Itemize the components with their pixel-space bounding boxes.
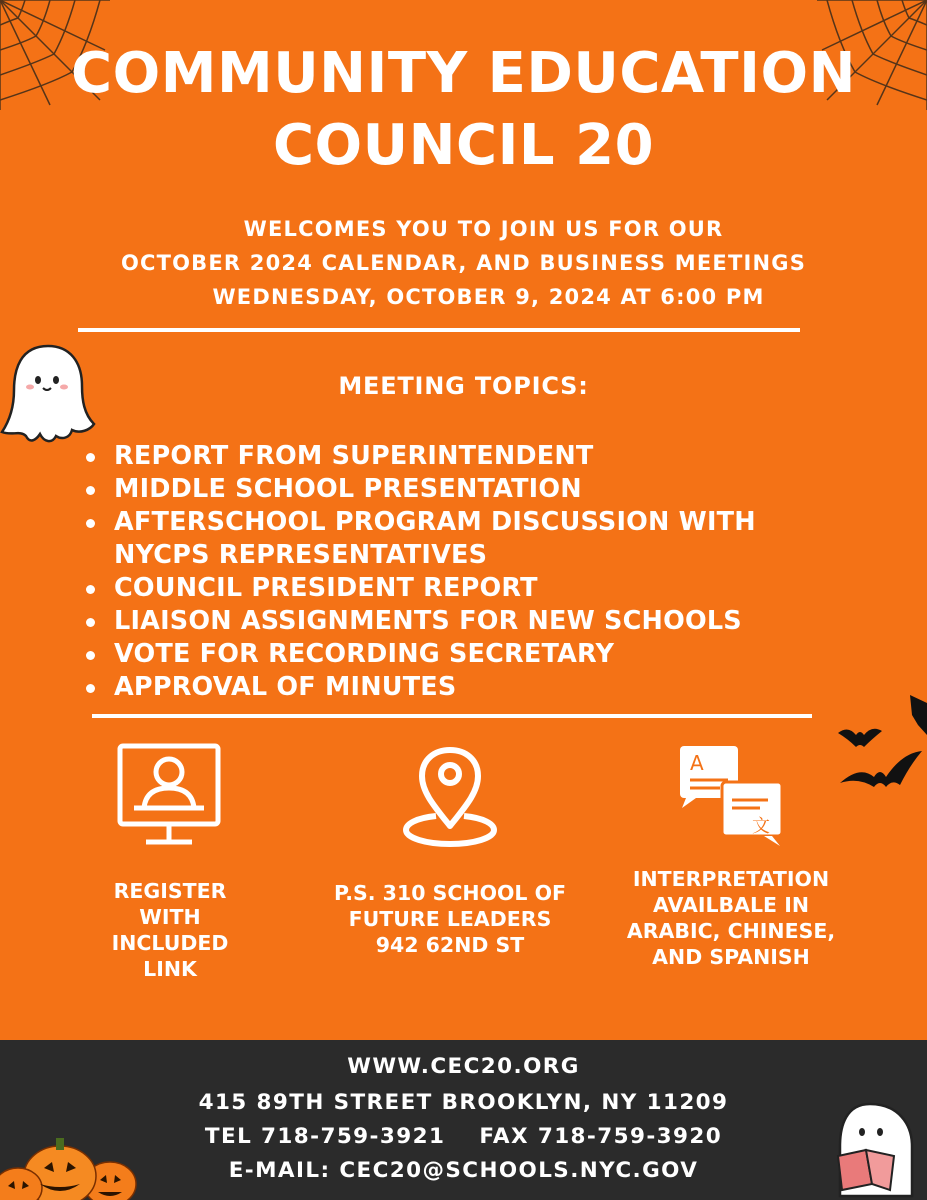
list-item — [80, 473, 800, 506]
interpretation-info — [606, 866, 856, 970]
register-info — [90, 878, 250, 982]
topic-text: AFTERSCHOOL PROGRAM DISCUSSION WITH NYCPS REPRESENTATIVES — [114, 507, 756, 570]
virtual-meeting-icon — [116, 742, 222, 854]
svg-text:文: 文 — [752, 816, 770, 837]
info-line: ARABIC, CHINESE, — [626, 919, 836, 943]
info-line: AVAILBALE IN — [653, 893, 809, 917]
topic-text: REPORT FROM SUPERINTENDENT — [114, 441, 594, 471]
meeting-date: WEDNESDAY, OCTOBER 9, 2024 AT 6:00 PM — [212, 285, 765, 309]
info-line: P.S. 310 SCHOOL OF — [333, 881, 567, 905]
topics-heading: MEETING TOPICS: — [338, 372, 589, 400]
location-pin-icon — [400, 746, 500, 848]
bullet-icon — [86, 453, 95, 462]
svg-text:A: A — [690, 751, 704, 775]
website-link[interactable]: WWW.CEC20.ORG — [347, 1054, 580, 1079]
bullet-icon — [86, 684, 95, 693]
bullet-icon — [86, 651, 95, 660]
bullet-icon — [86, 618, 95, 627]
divider-bottom — [92, 714, 812, 718]
topics-list — [80, 440, 800, 704]
list-item — [80, 638, 800, 671]
translation-icon — [676, 742, 788, 848]
list-item — [80, 605, 800, 638]
location-info — [300, 880, 600, 958]
info-line: 942 62ND ST — [375, 933, 525, 957]
info-line: INTERPRETATION — [632, 867, 830, 891]
ghost-reading-icon — [826, 1098, 927, 1200]
pumpkins-icon — [0, 1128, 140, 1200]
fax-number: FAX 718-759-3920 — [479, 1124, 723, 1149]
info-line: INCLUDED — [111, 931, 229, 955]
info-line: WITH — [139, 905, 201, 929]
list-item — [80, 440, 800, 473]
email-link[interactable]: E-MAIL: CEC20@SCHOOLS.NYC.GOV — [228, 1158, 699, 1183]
phone-number[interactable]: TEL 718-759-3921 — [204, 1124, 446, 1149]
topic-text: MIDDLE SCHOOL PRESENTATION — [114, 474, 582, 504]
topic-text: LIAISON ASSIGNMENTS FOR NEW SCHOOLS — [114, 606, 742, 636]
bats-icon — [830, 695, 927, 805]
divider-top — [78, 328, 800, 332]
welcome-line1: WELCOMES YOU TO JOIN US FOR OUR — [243, 217, 724, 241]
list-item — [80, 671, 800, 704]
welcome-line2: OCTOBER 2024 CALENDAR, AND BUSINESS MEETINGS — [120, 251, 807, 275]
info-line: AND SPANISH — [652, 945, 810, 969]
info-line: FUTURE LEADERS — [348, 907, 552, 931]
address: 415 89TH STREET BROOKLYN, NY 11209 — [198, 1090, 729, 1115]
list-item — [80, 506, 800, 572]
info-line: REGISTER — [113, 879, 227, 903]
page-title-line2: COUNCIL 20 — [272, 113, 655, 178]
bullet-icon — [86, 486, 95, 495]
topic-text: VOTE FOR RECORDING SECRETARY — [114, 639, 615, 669]
info-line: LINK — [143, 957, 197, 981]
list-item — [80, 572, 800, 605]
page-title-line1: COMMUNITY EDUCATION — [71, 41, 856, 106]
topic-text: COUNCIL PRESIDENT REPORT — [114, 573, 538, 603]
topic-text: APPROVAL OF MINUTES — [114, 672, 457, 702]
bullet-icon — [86, 585, 95, 594]
bullet-icon — [86, 519, 95, 528]
